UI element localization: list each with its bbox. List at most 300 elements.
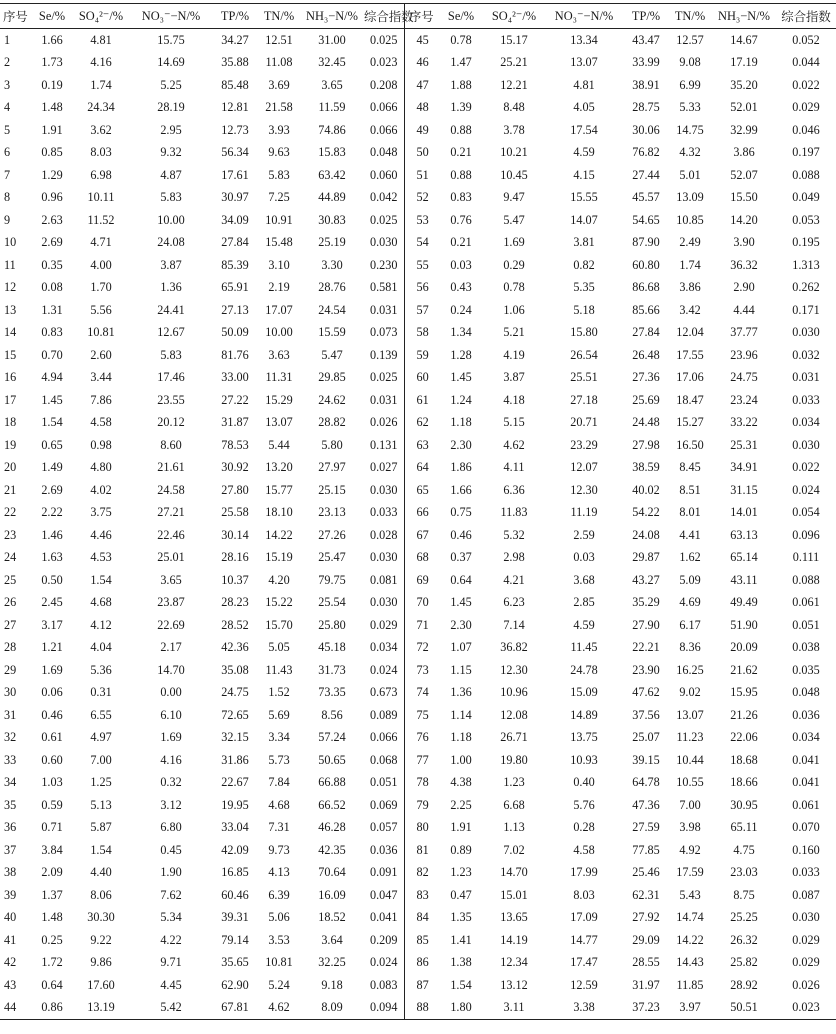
- row-index-cell-left: 14: [4, 325, 17, 340]
- cell-se-left: 0.59: [41, 797, 63, 812]
- cell-composite-index-right: 0.053: [792, 212, 820, 227]
- cell-composite-index-left: 0.033: [370, 505, 398, 520]
- cell-tp-right: 87.90: [632, 235, 660, 250]
- cell-nh3n-right: 25.31: [730, 437, 758, 452]
- cell-tp-left: 27.80: [221, 482, 249, 497]
- cell-tp-left: 56.34: [221, 145, 249, 160]
- cell-nh3n-right: 52.07: [730, 167, 758, 182]
- cell-no3n-left: 1.36: [160, 280, 182, 295]
- row-index-cell-left: 16: [4, 370, 17, 385]
- cell-so4-left: 9.86: [90, 955, 112, 970]
- cell-tn-left: 3.93: [268, 122, 290, 137]
- row-index-cell-left: 33: [4, 752, 17, 767]
- cell-tn-right: 2.49: [679, 235, 701, 250]
- cell-tn-right: 8.01: [679, 505, 701, 520]
- header-tp-right: TP/%: [624, 4, 668, 29]
- table-row: [0, 907, 836, 930]
- cell-tn-right: 14.22: [676, 932, 704, 947]
- cell-tn-left: 15.77: [265, 482, 293, 497]
- cell-so4-right: 26.71: [500, 730, 528, 745]
- cell-tn-left: 9.63: [268, 145, 290, 160]
- cell-se-right: 2.30: [450, 437, 472, 452]
- cell-no3n-right: 0.28: [573, 820, 595, 835]
- table-row: [0, 547, 836, 570]
- cell-composite-index-right: 0.044: [792, 55, 820, 70]
- cell-nh3n-left: 31.73: [318, 662, 346, 677]
- cell-so4-right: 15.01: [500, 887, 528, 902]
- cell-tp-right: 77.85: [632, 842, 660, 857]
- cell-tp-left: 31.87: [221, 415, 249, 430]
- cell-no3n-left: 14.69: [157, 55, 185, 70]
- row-index-cell-left: 40: [4, 910, 17, 925]
- cell-se-left: 0.83: [41, 325, 63, 340]
- row-index-cell-left: 29: [4, 662, 17, 677]
- row-index-cell-right: 50: [404, 142, 438, 165]
- cell-se-right: 0.78: [450, 32, 472, 47]
- cell-nh3n-right: 65.14: [730, 550, 758, 565]
- table-row: [0, 299, 836, 322]
- header-nh3n-left: NH₃−N/%: [300, 4, 364, 29]
- row-index-cell-left: 32: [4, 730, 17, 745]
- cell-se-left: 1.37: [41, 887, 63, 902]
- cell-composite-index-left: 0.066: [370, 122, 398, 137]
- row-index-cell-left: 30: [4, 685, 17, 700]
- row-index-cell-left: 17: [4, 392, 17, 407]
- cell-nh3n-left: 16.09: [318, 887, 346, 902]
- cell-nh3n-right: 8.75: [733, 887, 755, 902]
- table-row: [0, 637, 836, 660]
- cell-composite-index-left: 0.089: [370, 707, 398, 722]
- cell-so4-left: 4.46: [90, 527, 112, 542]
- cell-no3n-right: 12.30: [570, 482, 598, 497]
- table-row: [0, 997, 836, 1020]
- cell-nh3n-right: 15.95: [730, 685, 758, 700]
- cell-so4-left: 11.52: [87, 212, 115, 227]
- row-index-cell-left: 22: [4, 505, 17, 520]
- row-index-cell-right: 56: [404, 277, 438, 300]
- cell-so4-right: 14.70: [500, 865, 528, 880]
- cell-so4-left: 7.86: [90, 392, 112, 407]
- cell-composite-index-left: 0.139: [370, 347, 398, 362]
- table-row: [0, 457, 836, 480]
- cell-nh3n-right: 14.20: [730, 212, 758, 227]
- cell-so4-left: 4.02: [90, 482, 112, 497]
- table-row: [0, 839, 836, 862]
- row-index-cell-left: 24: [4, 550, 17, 565]
- cell-tn-left: 1.52: [268, 685, 290, 700]
- table-row: [0, 502, 836, 525]
- cell-tn-right: 15.27: [676, 415, 704, 430]
- table-body: [0, 29, 836, 1020]
- table-row: [0, 524, 836, 547]
- cell-tp-right: 85.66: [632, 302, 660, 317]
- cell-tn-left: 10.00: [265, 325, 293, 340]
- cell-se-right: 1.38: [450, 955, 472, 970]
- cell-tp-left: 81.76: [221, 347, 249, 362]
- cell-so4-right: 1.13: [503, 820, 525, 835]
- cell-composite-index-right: 0.041: [792, 752, 820, 767]
- cell-so4-right: 4.62: [503, 437, 525, 452]
- cell-nh3n-left: 44.89: [318, 190, 346, 205]
- cell-so4-right: 3.11: [503, 1000, 525, 1015]
- cell-no3n-right: 13.75: [570, 730, 598, 745]
- cell-no3n-left: 5.25: [160, 77, 182, 92]
- cell-composite-index-right: 0.036: [792, 707, 820, 722]
- cell-so4-right: 0.78: [503, 280, 525, 295]
- row-index-cell-left: 9: [4, 212, 11, 227]
- cell-se-right: 1.91: [450, 820, 472, 835]
- cell-composite-index-left: 0.026: [370, 415, 398, 430]
- cell-nh3n-right: 37.77: [730, 325, 758, 340]
- cell-so4-left: 3.44: [90, 370, 112, 385]
- cell-tn-left: 4.20: [268, 572, 290, 587]
- cell-tn-left: 10.91: [265, 212, 293, 227]
- header-index-left: 序号: [0, 4, 32, 29]
- table-row: [0, 727, 836, 750]
- cell-nh3n-right: 31.15: [730, 482, 758, 497]
- cell-no3n-right: 0.40: [573, 775, 595, 790]
- cell-no3n-left: 4.87: [160, 167, 182, 182]
- cell-tn-left: 5.05: [268, 640, 290, 655]
- cell-composite-index-left: 0.208: [370, 77, 398, 92]
- table-row: [0, 142, 836, 165]
- cell-tp-left: 19.95: [221, 797, 249, 812]
- cell-tp-right: 24.48: [632, 415, 660, 430]
- cell-no3n-right: 4.05: [573, 100, 595, 115]
- cell-se-right: 0.46: [450, 527, 472, 542]
- cell-composite-index-right: 0.029: [792, 955, 820, 970]
- cell-se-right: 4.38: [450, 775, 472, 790]
- cell-nh3n-right: 23.96: [730, 347, 758, 362]
- cell-so4-right: 4.21: [503, 572, 525, 587]
- cell-so4-left: 4.81: [90, 32, 112, 47]
- cell-nh3n-left: 74.86: [318, 122, 346, 137]
- cell-nh3n-left: 3.30: [321, 257, 343, 272]
- cell-tp-left: 42.09: [221, 842, 249, 857]
- cell-se-left: 1.69: [41, 662, 63, 677]
- cell-nh3n-right: 3.90: [733, 235, 755, 250]
- cell-se-left: 1.73: [41, 55, 63, 70]
- cell-tp-left: 35.88: [221, 55, 249, 70]
- cell-tp-right: 25.07: [632, 730, 660, 745]
- cell-se-right: 1.18: [450, 415, 472, 430]
- cell-tp-right: 62.31: [632, 887, 660, 902]
- cell-so4-right: 0.29: [503, 257, 525, 272]
- cell-nh3n-left: 27.26: [318, 527, 346, 542]
- cell-so4-left: 4.12: [90, 617, 112, 632]
- cell-composite-index-right: 0.160: [792, 842, 820, 857]
- cell-nh3n-left: 32.45: [318, 55, 346, 70]
- cell-no3n-right: 11.19: [570, 505, 598, 520]
- cell-tp-right: 54.65: [632, 212, 660, 227]
- cell-tp-left: 39.31: [221, 910, 249, 925]
- cell-composite-index-right: 0.024: [792, 482, 820, 497]
- row-index-cell-left: 23: [4, 527, 17, 542]
- cell-se-right: 1.86: [450, 460, 472, 475]
- cell-no3n-right: 14.89: [570, 707, 598, 722]
- row-index-cell-left: 25: [4, 572, 17, 587]
- cell-nh3n-left: 29.85: [318, 370, 346, 385]
- row-index-cell-right: 82: [404, 862, 438, 885]
- cell-so4-right: 1.23: [503, 775, 525, 790]
- table-row: [0, 614, 836, 637]
- cell-no3n-right: 17.09: [570, 910, 598, 925]
- cell-composite-index-left: 0.060: [370, 167, 398, 182]
- cell-se-right: 0.76: [450, 212, 472, 227]
- cell-tp-right: 27.36: [632, 370, 660, 385]
- cell-so4-left: 4.71: [90, 235, 112, 250]
- row-index-cell-left: 2: [4, 55, 11, 70]
- cell-so4-left: 4.80: [90, 460, 112, 475]
- row-index-cell-right: 69: [404, 569, 438, 592]
- cell-composite-index-right: 0.048: [792, 685, 820, 700]
- cell-composite-index-left: 0.094: [370, 1000, 398, 1015]
- cell-tn-right: 8.51: [679, 482, 701, 497]
- cell-se-right: 0.83: [450, 190, 472, 205]
- cell-so4-left: 1.54: [90, 842, 112, 857]
- header-nh3n-right: NH₃−N/%: [712, 4, 776, 29]
- table-row: [0, 817, 836, 840]
- cell-composite-index-left: 0.066: [370, 730, 398, 745]
- cell-nh3n-right: 35.20: [730, 77, 758, 92]
- cell-so4-left: 1.74: [90, 77, 112, 92]
- row-index-cell-right: 65: [404, 479, 438, 502]
- cell-nh3n-right: 3.86: [733, 145, 755, 160]
- cell-nh3n-right: 26.32: [730, 932, 758, 947]
- cell-composite-index-left: 0.068: [370, 752, 398, 767]
- cell-se-left: 1.48: [41, 910, 63, 925]
- cell-tn-right: 10.85: [676, 212, 704, 227]
- row-index-cell-right: 83: [404, 884, 438, 907]
- cell-se-right: 0.89: [450, 842, 472, 857]
- cell-tn-right: 3.42: [679, 302, 701, 317]
- cell-nh3n-left: 24.54: [318, 302, 346, 317]
- row-index-cell-left: 15: [4, 347, 17, 362]
- cell-so4-right: 4.11: [503, 460, 525, 475]
- cell-so4-left: 10.11: [87, 190, 115, 205]
- cell-se-left: 1.48: [41, 100, 63, 115]
- cell-tp-right: 22.21: [632, 640, 660, 655]
- cell-se-left: 0.25: [41, 932, 63, 947]
- cell-nh3n-right: 14.01: [730, 505, 758, 520]
- cell-se-right: 0.43: [450, 280, 472, 295]
- row-index-cell-right: 64: [404, 457, 438, 480]
- cell-composite-index-left: 0.029: [370, 617, 398, 632]
- cell-tn-right: 4.92: [679, 842, 701, 857]
- cell-tp-right: 37.56: [632, 707, 660, 722]
- cell-se-left: 1.91: [41, 122, 63, 137]
- cell-tn-right: 6.17: [679, 617, 701, 632]
- row-index-cell-left: 3: [4, 77, 11, 92]
- cell-so4-left: 0.31: [90, 685, 112, 700]
- cell-nh3n-right: 32.99: [730, 122, 758, 137]
- cell-tn-right: 10.55: [676, 775, 704, 790]
- cell-tp-right: 38.59: [632, 460, 660, 475]
- cell-tp-left: 78.53: [221, 437, 249, 452]
- cell-tn-left: 11.43: [265, 662, 293, 677]
- cell-se-left: 0.35: [41, 257, 63, 272]
- cell-tp-left: 30.97: [221, 190, 249, 205]
- cell-composite-index-left: 0.028: [370, 527, 398, 542]
- cell-no3n-left: 1.69: [160, 730, 182, 745]
- cell-no3n-right: 15.55: [570, 190, 598, 205]
- cell-se-left: 1.46: [41, 527, 63, 542]
- cell-tp-right: 47.62: [632, 685, 660, 700]
- cell-so4-right: 12.30: [500, 662, 528, 677]
- cell-tn-left: 3.10: [268, 257, 290, 272]
- cell-nh3n-left: 15.83: [318, 145, 346, 160]
- cell-so4-right: 12.34: [500, 955, 528, 970]
- row-index-cell-right: 80: [404, 817, 438, 840]
- table-row: [0, 884, 836, 907]
- cell-nh3n-right: 23.24: [730, 392, 758, 407]
- row-index-cell-right: 49: [404, 119, 438, 142]
- cell-tn-left: 4.62: [268, 1000, 290, 1015]
- row-index-cell-left: 5: [4, 122, 11, 137]
- cell-composite-index-left: 0.025: [370, 212, 398, 227]
- cell-tn-left: 2.19: [268, 280, 290, 295]
- cell-tp-left: 30.14: [221, 527, 249, 542]
- row-index-cell-right: 46: [404, 52, 438, 75]
- cell-no3n-left: 27.21: [157, 505, 185, 520]
- cell-no3n-right: 11.45: [570, 640, 598, 655]
- row-index-cell-right: 86: [404, 952, 438, 975]
- cell-nh3n-right: 20.09: [730, 640, 758, 655]
- cell-se-left: 0.65: [41, 437, 63, 452]
- cell-composite-index-left: 0.673: [370, 685, 398, 700]
- cell-nh3n-right: 49.49: [730, 595, 758, 610]
- cell-nh3n-right: 36.32: [730, 257, 758, 272]
- cell-composite-index-right: 0.022: [792, 77, 820, 92]
- cell-se-right: 0.88: [450, 167, 472, 182]
- cell-composite-index-left: 0.057: [370, 820, 398, 835]
- cell-tp-right: 39.15: [632, 752, 660, 767]
- cell-tp-right: 47.36: [632, 797, 660, 812]
- cell-se-left: 0.71: [41, 820, 63, 835]
- cell-no3n-left: 9.71: [160, 955, 182, 970]
- row-index-cell-left: 21: [4, 482, 17, 497]
- cell-so4-right: 5.47: [503, 212, 525, 227]
- cell-no3n-right: 0.82: [573, 257, 595, 272]
- cell-no3n-right: 4.58: [573, 842, 595, 857]
- cell-composite-index-right: 0.070: [792, 820, 820, 835]
- cell-composite-index-left: 0.024: [370, 955, 398, 970]
- cell-so4-right: 3.78: [503, 122, 525, 137]
- cell-nh3n-left: 79.75: [318, 572, 346, 587]
- cell-tn-left: 5.83: [268, 167, 290, 182]
- cell-no3n-left: 10.00: [157, 212, 185, 227]
- cell-so4-right: 8.48: [503, 100, 525, 115]
- cell-composite-index-right: 0.034: [792, 415, 820, 430]
- cell-nh3n-right: 15.50: [730, 190, 758, 205]
- cell-so4-right: 1.06: [503, 302, 525, 317]
- table-row: [0, 659, 836, 682]
- cell-so4-left: 4.00: [90, 257, 112, 272]
- cell-so4-left: 1.25: [90, 775, 112, 790]
- cell-tp-left: 35.08: [221, 662, 249, 677]
- row-index-cell-right: 85: [404, 929, 438, 952]
- cell-tn-right: 14.75: [676, 122, 704, 137]
- cell-tn-left: 10.81: [265, 955, 293, 970]
- cell-so4-right: 25.21: [500, 55, 528, 70]
- cell-tp-left: 60.46: [221, 887, 249, 902]
- row-index-cell-right: 79: [404, 794, 438, 817]
- cell-tp-right: 27.59: [632, 820, 660, 835]
- cell-nh3n-right: 18.66: [730, 775, 758, 790]
- header-no3n-left: NO₃⁻−N/%: [130, 4, 212, 29]
- cell-tn-right: 9.02: [679, 685, 701, 700]
- cell-composite-index-right: 0.061: [792, 595, 820, 610]
- cell-tn-right: 7.00: [679, 797, 701, 812]
- row-index-cell-left: 12: [4, 280, 17, 295]
- cell-no3n-left: 2.17: [160, 640, 182, 655]
- cell-composite-index-left: 0.073: [370, 325, 398, 340]
- cell-tp-right: 37.23: [632, 1000, 660, 1015]
- header-se-right: Se/%: [438, 4, 484, 29]
- cell-se-right: 1.41: [450, 932, 472, 947]
- cell-composite-index-left: 0.047: [370, 887, 398, 902]
- cell-no3n-left: 12.67: [157, 325, 185, 340]
- table-row: [0, 254, 836, 277]
- cell-tn-right: 1.62: [679, 550, 701, 565]
- cell-composite-index-right: 0.038: [792, 640, 820, 655]
- row-index-cell-left: 10: [4, 235, 17, 250]
- cell-se-right: 0.47: [450, 887, 472, 902]
- cell-no3n-right: 2.59: [573, 527, 595, 542]
- cell-tn-left: 3.63: [268, 347, 290, 362]
- cell-tn-left: 17.07: [265, 302, 293, 317]
- row-index-cell-right: 48: [404, 97, 438, 120]
- table-row: [0, 682, 836, 705]
- cell-so4-right: 13.12: [500, 977, 528, 992]
- cell-tp-right: 27.90: [632, 617, 660, 632]
- table-row: [0, 974, 836, 997]
- cell-se-left: 2.22: [41, 505, 63, 520]
- cell-composite-index-left: 0.048: [370, 145, 398, 160]
- table-row: [0, 434, 836, 457]
- cell-tp-left: 33.04: [221, 820, 249, 835]
- cell-tp-right: 45.57: [632, 190, 660, 205]
- cell-tn-left: 5.24: [268, 977, 290, 992]
- cell-no3n-right: 12.07: [570, 460, 598, 475]
- table-row: [0, 164, 836, 187]
- cell-nh3n-left: 28.82: [318, 415, 346, 430]
- cell-no3n-left: 1.90: [160, 865, 182, 880]
- cell-tp-right: 27.98: [632, 437, 660, 452]
- table-row: [0, 569, 836, 592]
- cell-so4-left: 3.62: [90, 122, 112, 137]
- cell-composite-index-left: 0.083: [370, 977, 398, 992]
- table-row: [0, 479, 836, 502]
- cell-no3n-right: 0.03: [573, 550, 595, 565]
- cell-so4-right: 4.19: [503, 347, 525, 362]
- cell-no3n-right: 5.18: [573, 302, 595, 317]
- cell-no3n-left: 21.61: [157, 460, 185, 475]
- cell-nh3n-right: 63.13: [730, 527, 758, 542]
- data-table: [0, 3, 836, 1020]
- cell-tn-right: 1.74: [679, 257, 701, 272]
- row-index-cell-right: 60: [404, 367, 438, 390]
- cell-se-left: 0.06: [41, 685, 63, 700]
- cell-se-right: 1.80: [450, 1000, 472, 1015]
- cell-se-right: 2.25: [450, 797, 472, 812]
- cell-tn-left: 9.73: [268, 842, 290, 857]
- cell-composite-index-right: 0.061: [792, 797, 820, 812]
- row-index-cell-left: 35: [4, 797, 17, 812]
- cell-tp-left: 27.84: [221, 235, 249, 250]
- cell-se-left: 1.21: [41, 640, 63, 655]
- table-row: [0, 952, 836, 975]
